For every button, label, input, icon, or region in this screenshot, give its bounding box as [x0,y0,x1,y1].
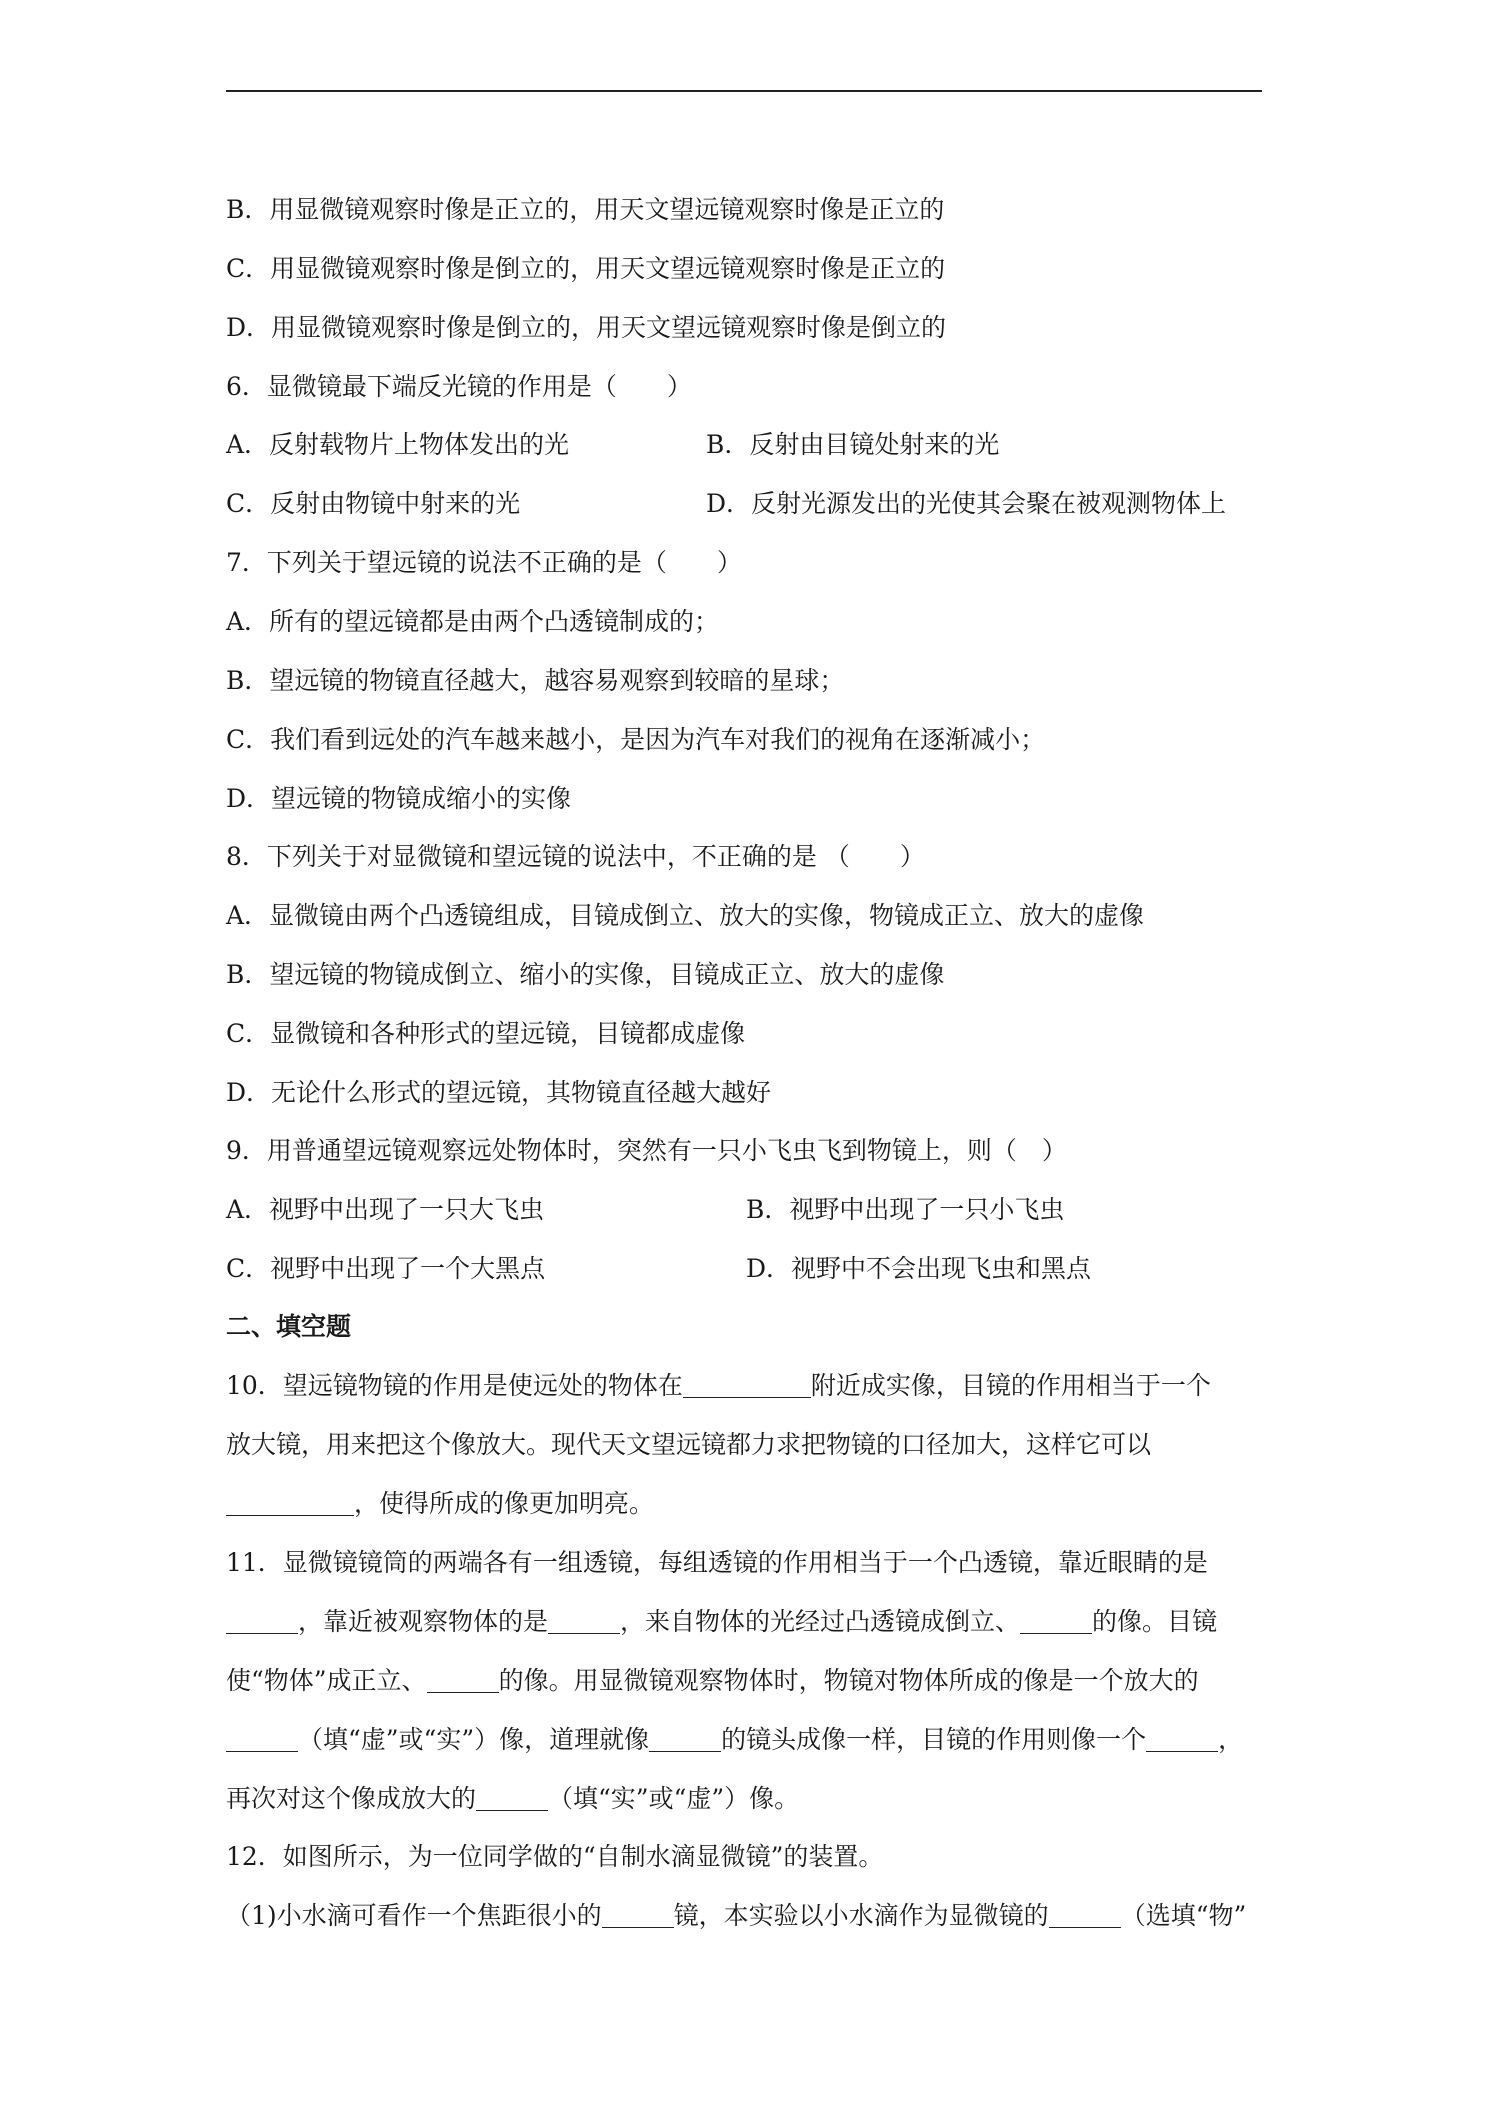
q9-option-d: D．视野中不会出现飞虫和黑点 [746,1254,1092,1283]
answer-blank[interactable] [1049,1903,1121,1928]
q6-option-c: C．反射由物镜中射来的光 [226,489,521,518]
q12-text: （1)小水滴可看作一个焦距很小的 [226,1901,602,1930]
q7-option-b: B．望远镜的物镜直径越大，越容易观察到较暗的星球； [226,666,845,695]
q7-option-a: A．所有的望远镜都是由两个凸透镜制成的； [226,607,720,636]
answer-blank[interactable] [226,1491,354,1516]
q5-option-c: C．用显微镜观察时像是倒立的，用天文望远镜观察时像是正立的 [226,254,946,283]
q6-option-d: D．反射光源发出的光使其会聚在被观测物体上 [706,489,1227,518]
q11-text: ，来自物体的光经过凸透镜成倒立、 [620,1607,1021,1636]
q11-text: （填“实”或“虚”）像。 [548,1784,800,1813]
q8-option-a: A．显微镜由两个凸透镜组成，目镜成倒立、放大的实像，物镜成正立、放大的虚像 [226,901,1145,930]
q11-line-3 [226,1664,1199,1698]
q11-text: 的镜头成像一样，目镜的作用则像一个 [721,1725,1147,1754]
q12-text: 镜，本实验以小水滴作为显微镜的 [673,1901,1049,1930]
q10-text: 10．望远镜物镜的作用是使远处的物体在 [226,1371,683,1400]
q8-option-c: C．显微镜和各种形式的望远镜，目镜都成虚像 [226,1019,746,1048]
answer-blank[interactable] [476,1786,548,1811]
q12-part-1 [226,1899,1246,1933]
q7-stem: 7．下列关于望远镜的说法不正确的是（ ） [226,548,742,577]
q8-stem: 8．下列关于对显微镜和望远镜的说法中，不正确的是 （ ） [226,842,925,871]
q7-option-d: D．望远镜的物镜成缩小的实像 [226,784,572,813]
q8-option-d: D．无论什么形式的望远镜，其物镜直径越大越好 [226,1078,772,1107]
answer-blank[interactable] [226,1609,298,1634]
q5-option-d: D．用显微镜观察时像是倒立的，用天文望远镜观察时像是倒立的 [226,313,947,342]
q9-option-b: B．视野中出现了一只小飞虫 [746,1195,1065,1224]
q7-option-c: C．我们看到远处的汽车越来越小，是因为汽车对我们的视角在逐渐减小； [226,725,1046,754]
header-rule [226,90,1262,92]
q11-line-5 [226,1782,799,1816]
q10-line-2: 放大镜，用来把这个像放大。现代天文望远镜都力求把物镜的口径加大，这样它可以 [226,1430,1152,1459]
q11-line-1: 11．显微镜镜筒的两端各有一组透镜，每组透镜的作用相当于一个凸透镜，靠近眼睛的是 [226,1548,1208,1577]
q11-text: ， [1218,1725,1244,1754]
answer-blank[interactable] [1020,1609,1092,1634]
q11-text: 使“物体”成正立、 [226,1666,427,1695]
q11-text: 的像。用显微镜观察物体时，物镜对物体所成的像是一个放大的 [498,1666,1199,1695]
q10-text: ，使得所成的像更加明亮。 [354,1489,655,1518]
q9-option-c: C．视野中出现了一个大黑点 [226,1254,546,1283]
q6-option-b: B．反射由目镜处射来的光 [706,430,1000,459]
section-title-fill-in: 二、填空题 [226,1312,352,1341]
answer-blank[interactable] [1146,1727,1218,1752]
q11-line-4 [226,1723,1243,1757]
q6-stem: 6．显微镜最下端反光镜的作用是（ ） [226,372,692,401]
q11-text: （填“虚”或“实”）像，道理就像 [298,1725,650,1754]
q11-line-2 [226,1605,1217,1639]
q12-stem: 12．如图所示，为一位同学做的“自制水滴显微镜”的装置。 [226,1842,884,1871]
q9-stem: 9．用普通望远镜观察远处物体时，突然有一只小飞虫飞到物镜上，则（ ） [226,1136,1067,1165]
answer-blank[interactable] [226,1727,298,1752]
q12-text: （选填“物” [1120,1901,1247,1930]
q10-line-1 [226,1369,1211,1403]
q11-text: 的像。目镜 [1092,1607,1218,1636]
q11-text: 再次对这个像成放大的 [226,1784,477,1813]
q10-text: 附近成实像，目镜的作用相当于一个 [810,1371,1211,1400]
q5-option-b: B．用显微镜观察时像是正立的，用天文望远镜观察时像是正立的 [226,195,945,224]
answer-blank[interactable] [548,1609,620,1634]
q9-option-a: A．视野中出现了一只大飞虫 [226,1195,545,1224]
answer-blank[interactable] [427,1668,499,1693]
q11-text: ，靠近被观察物体的是 [298,1607,549,1636]
answer-blank[interactable] [602,1903,674,1928]
q8-option-b: B．望远镜的物镜成倒立、缩小的实像，目镜成正立、放大的虚像 [226,960,945,989]
q6-option-a: A．反射载物片上物体发出的光 [226,430,570,459]
q10-line-3 [226,1487,654,1521]
answer-blank[interactable] [649,1727,721,1752]
answer-blank[interactable] [683,1373,811,1398]
